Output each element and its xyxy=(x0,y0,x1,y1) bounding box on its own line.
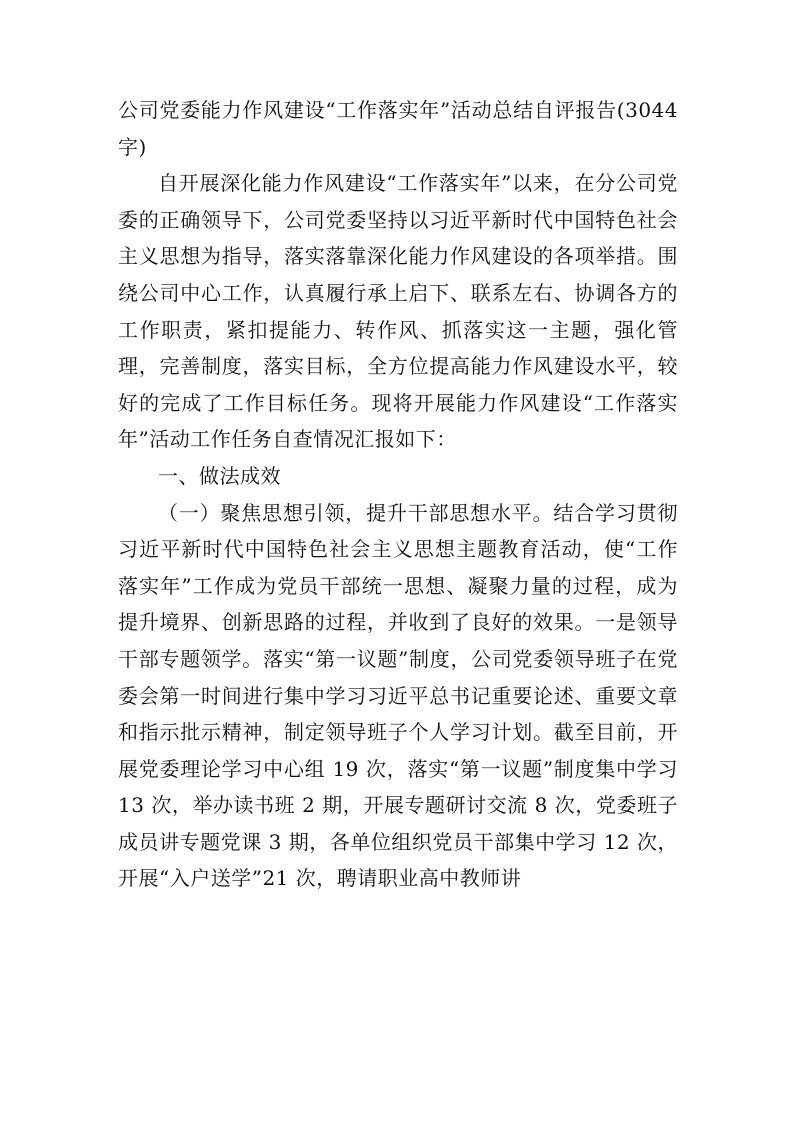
intro-paragraph: 自开展深化能力作风建设“工作落实年”以来，在分公司党委的正确领导下，公司党委坚持以习近平新时代中国特色社会主义思想为指导，落实落靠深化能力作风建设的各项举措。围绕公司中心工作，认真履行承上启下、联系左右、协调各方的工作职责，紧扣提能力、转作风、抓落实这一主题，强化管理，完善制度，落实目标，全方位提高能力作风建设水平，较好的完成了工作目标任务。现将开展能力作风建设“工作落实年”活动工作任务自查情况汇报如下： xyxy=(118,171,678,452)
section-heading: 一、做法成效 xyxy=(158,463,281,488)
document-body xyxy=(118,92,678,897)
section-paragraph: （一）聚焦思想引领，提升干部思想水平。结合学习贯彻习近平新时代中国特色社会主义思想主题教育活动，使“工作落实年”工作成为党员干部统一思想、凝聚力量的过程，成为提升境界、创新思路的过程，并收到了良好的效果。一是领导干部专题领学。落实“第一议题”制度，公司党委领导班子在党委会第一时间进行集中学习习近平总书记重要论述、重要文章和指示批示精神，制定领导班子个人学习计划。截至目前，开展党委理论学习中心组 19 次，落实“第一议题”制度集中学习 13 次，举办读书班 2 期，开展专题研讨交流 8 次，党委班子成员讲专题党课 3 期，各单位组织党员干部集中学习 12 次，开展“入户送学”21 次，聘请职业高中教师讲 xyxy=(118,500,678,891)
document-title: 公司党委能力作风建设“工作落实年”活动总结自评报告(3044字) xyxy=(118,98,678,159)
